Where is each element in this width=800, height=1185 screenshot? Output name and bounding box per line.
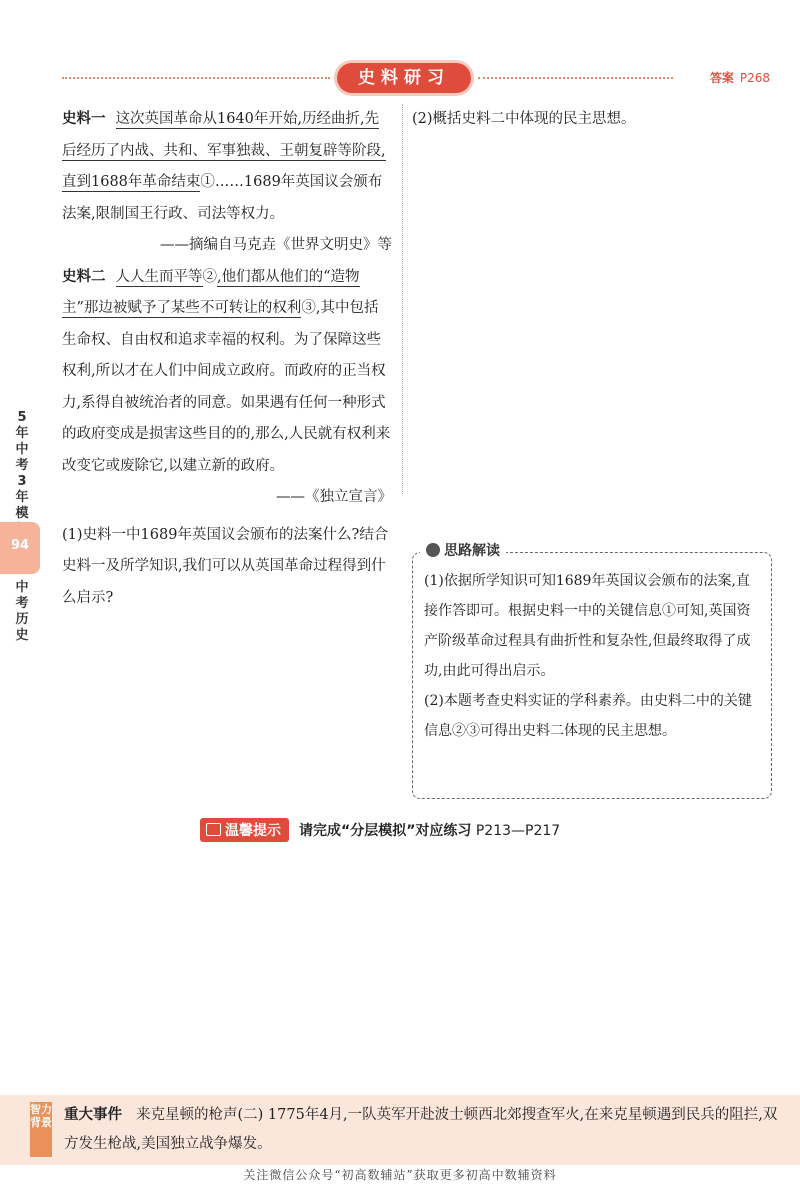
material-1-underlined: 这次英国革命从1640年开始,历经曲折,先后经历了内战、共和、军事独裁、王朝复辟等阶段,直到1688年革命结束 — [62, 111, 386, 190]
column-divider — [402, 104, 403, 494]
material-1-rest: ……1689年英国议会颁布法案,限制国王行政、司法等权力。 — [62, 174, 383, 222]
material-2-underlined-1: 人人生而平等 — [115, 268, 203, 285]
header-dotline-right — [478, 77, 673, 79]
tips-title — [420, 540, 506, 560]
reminder-pages: P213—P217 — [475, 823, 561, 839]
right-column — [412, 104, 762, 136]
wechat-notice: 关注微信公众号“初高数辅站”获取更多初高中数辅资料 — [243, 1168, 557, 1182]
footer-tag: 智力背景 — [30, 1102, 52, 1157]
tips-title-text: 思路解读 — [444, 543, 500, 559]
footer-body: 来克星顿的枪声(二) 1775年4月,一队英军开赴波士顿西北郊搜查军火,在来克星顿遇到民兵的阻拦,双方发生枪战,美国独立战争爆发。 — [64, 1107, 778, 1152]
material-2-marker-2: ② — [202, 268, 217, 285]
material-2-underlined-2: 他们都从他们的“造物主”那边被赋予了某些不可转让的权利 — [62, 268, 360, 316]
tips-paragraph-2: (2)本题考查史料实证的学科素养。由史料二中的关键信息②③可得出史料二体现的民主思想。 — [424, 693, 752, 739]
sidebar-subject: 中考历史 — [15, 580, 29, 643]
question-2: (2)概括史料二中体现的民主思想。 — [412, 111, 636, 127]
reminder-badge-text: 温馨提示 — [225, 823, 281, 839]
material-2-comma: , — [217, 268, 222, 285]
reminder-pre: 请完成 — [299, 823, 341, 839]
header-dotline-left — [62, 77, 330, 79]
footer-text — [64, 1101, 782, 1159]
book-icon — [206, 823, 221, 836]
question-1: (1)史料一中1689年英国议会颁布的法案什么?结合史料一及所学知识,我们可以从英国革命过程得到什么启示? — [62, 526, 389, 606]
section-title: 史料研习 — [337, 63, 471, 93]
page-number: 94 — [11, 538, 30, 553]
material-1-source: ——摘编自马克垚《世界文明史》等 — [160, 237, 392, 253]
tips-content — [424, 566, 762, 746]
material-2-source: ——《独立宣言》 — [276, 489, 392, 505]
material-1 — [62, 104, 392, 230]
reminder-bar — [200, 818, 560, 842]
material-2 — [62, 262, 392, 483]
answer-label: 答案 — [709, 71, 734, 85]
reminder-highlight: “分层模拟” — [341, 823, 416, 839]
material-1-marker: ① — [200, 174, 215, 190]
pencil-icon — [426, 543, 440, 557]
left-column — [62, 104, 392, 614]
tips-paragraph-1: (1)依据所学知识可知1689年英国议会颁布的法案,直接作答即可。根据史料一中的关键信息①可知,英国资产阶级革命过程具有曲折性和复杂性,但最终取得了成功,由此可得出启示。 — [424, 573, 751, 679]
answer-reference — [710, 69, 770, 86]
sidebar-book-title: 5年中考3年模 — [15, 410, 29, 521]
reminder-badge — [200, 818, 289, 842]
material-2-marker-3: ③ — [301, 300, 316, 316]
material-2-label: 史料二 — [62, 268, 106, 285]
reminder-post: 对应练习 — [415, 823, 472, 839]
answer-page: P268 — [739, 71, 770, 85]
material-1-label: 史料一 — [62, 111, 106, 127]
footer-label: 重大事件 — [64, 1107, 122, 1123]
material-2-rest: ,其中包括生命权、自由权和追求幸福的权利。为了保障这些权利,所以才在人们中间成立政府。而政府的正当权力,系得自被统治者的同意。如果遇有任何一种形式的政府变成是损害这些目的的,那么,人民就有权利来改变它或废除它,以建立新的政府。 — [62, 300, 391, 474]
